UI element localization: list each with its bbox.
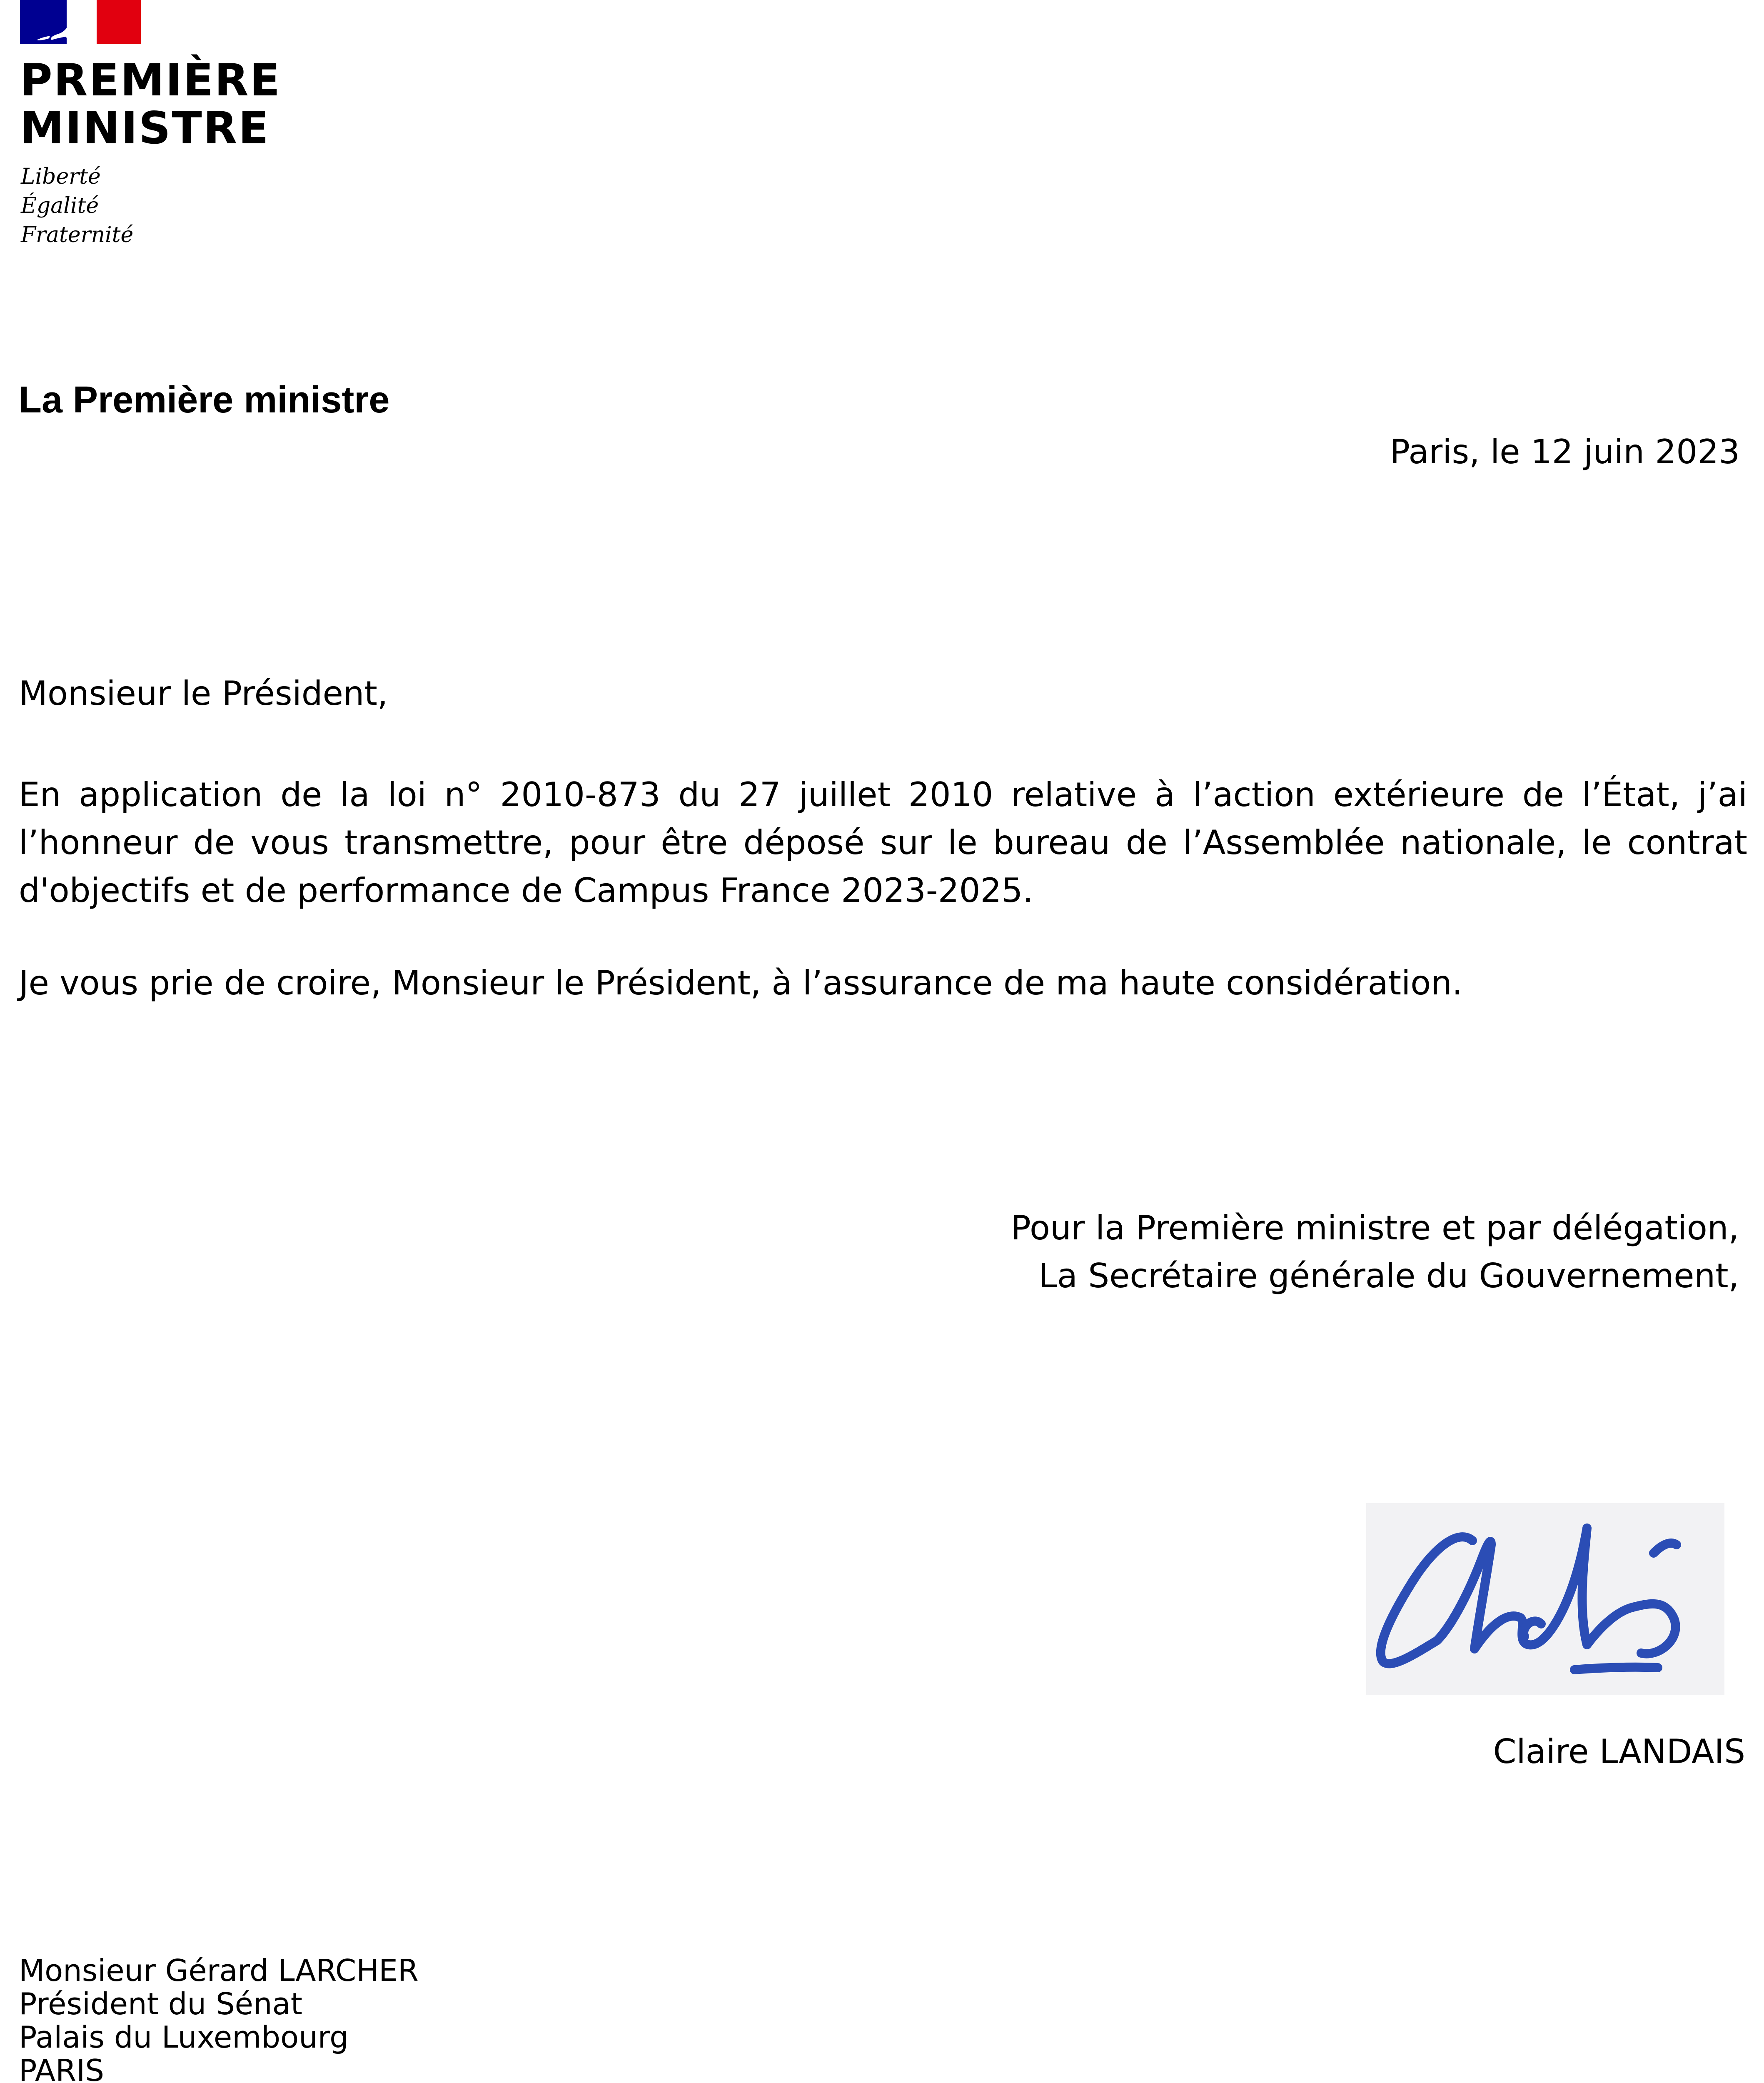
logo-text-line1: PREMIÈRE [20,55,282,106]
logo-text-line2: MINISTRE [20,102,270,154]
letter-date: Paris, le 12 juin 2023 [1390,432,1740,471]
sender-title: La Première ministre [19,379,390,421]
recipient-address [19,1954,419,2083]
letter-body: En application de la loi n° 2010-873 du 27 juillet 2010 relative à l’action extérieure de l’État, j’ai l’honneur de vous transmettre, pour être déposé sur le bureau de l’Assemblée nationale, le contrat d'objectifs et de performance de Campus France 2023-2025. [19,775,1747,910]
recipient-line: Monsieur Gérard LARCHER [19,1953,419,1988]
delegation-block [1011,1204,1739,1300]
recipient-line: PARIS [19,2053,105,2083]
marianne-emblem-icon [20,0,141,44]
government-logo [20,0,282,258]
motto-fraternite: Fraternité [21,222,134,247]
recipient-line: Président du Sénat [19,1986,302,2021]
delegation-line-1: Pour la Première ministre et par délégation, [1010,1209,1739,1247]
recipient-line: Palais du Luxembourg [19,2020,349,2055]
motto-liberte: Liberté [21,164,101,189]
letter-salutation: Monsieur le Président, [19,674,388,713]
motto-egalite: Égalité [21,193,99,218]
delegation-line-2: La Secrétaire générale du Gouvernement, [1038,1256,1739,1295]
signature-scribble-icon [1366,1503,1724,1695]
handwritten-signature [1366,1503,1724,1695]
signer-name: Claire LANDAIS [1493,1732,1745,1771]
letter-closing: Je vous prie de croire, Monsieur le Président, à l’assurance de ma haute considération. [19,964,1463,1002]
